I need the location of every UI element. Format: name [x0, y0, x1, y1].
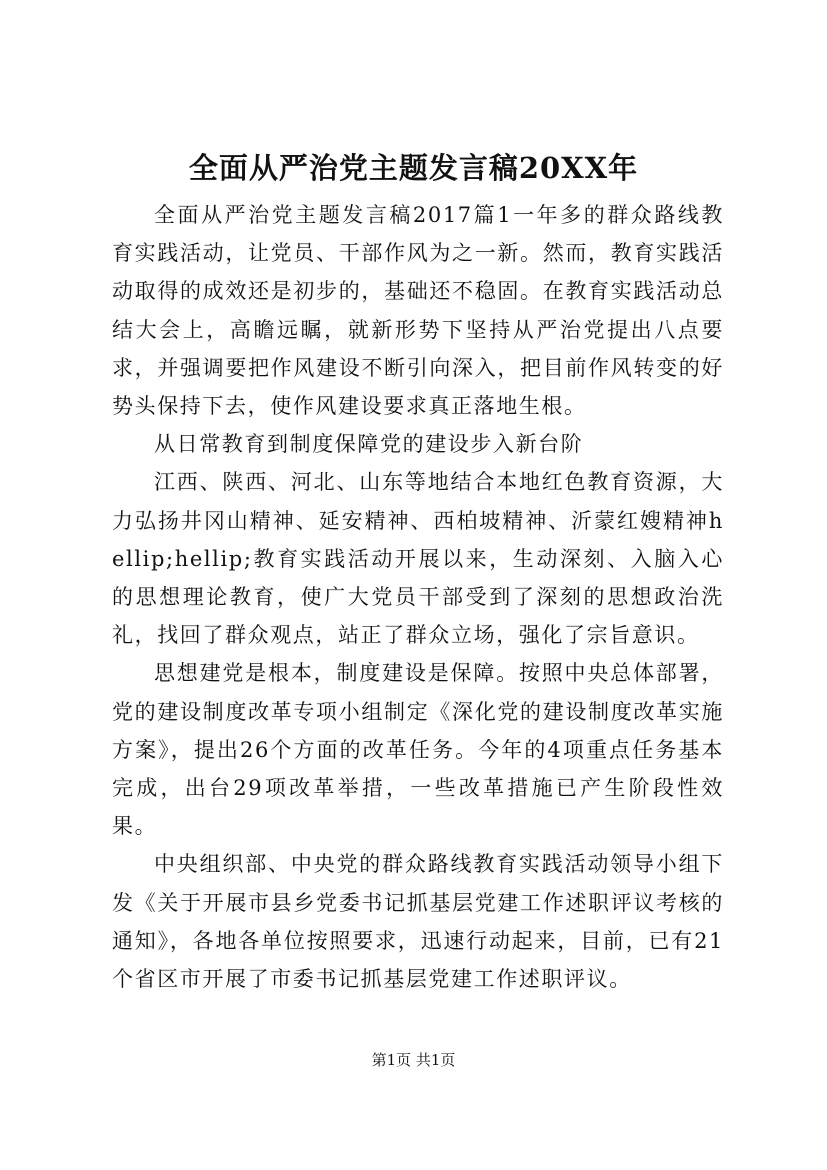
- paragraph-review-notice: 中央组织部、中央党的群众路线教育实践活动领导小组下发《关于开展市县乡党委书记抓基层党建工作述职评议考核的通知》，各地各单位按照要求，迅速行动起来，目前，已有21个省区市开展了市委书记抓基层党建工作述职评议。: [112, 852, 724, 992]
- document-title: 全面从严治党主题发言稿20XX年: [188, 151, 639, 185]
- paragraph-subheading: 从日常教育到制度保障党的建设步入新台阶: [154, 432, 584, 457]
- paragraph-red-education: 江西、陕西、河北、山东等地结合本地红色教育资源，大力弘扬井冈山精神、延安精神、西柏坡精神、沂蒙红嫂精神hellip;hellip;教育实践活动开展以来，生动深刻、入脑入心的思想理论教育，使广大党员干部受到了深刻的思想政治洗礼，找回了群众观点，站正了群众立场，强化了宗旨意识。: [112, 470, 724, 648]
- page-footer: 第1页 共1页: [371, 1051, 456, 1069]
- paragraph-institutional-reform: 思想建党是根本，制度建设是保障。按照中央总体部署，党的建设制度改革专项小组制定《深化党的建设制度改革实施方案》，提出26个方面的改革任务。今年的4项重点任务基本完成，出台29项改革举措，一些改革措施已产生阶段性效果。: [112, 661, 724, 839]
- paragraph-intro: 全面从严治党主题发言稿2017篇1一年多的群众路线教育实践活动，让党员、干部作风为之一新。然而，教育实践活动取得的成效还是初步的，基础还不稳固。在教育实践活动总结大会上，高瞻远瞩，就新形势下坚持从严治党提出八点要求，并强调要把作风建设不断引向深入，把目前作风转变的好势头保持下去，使作风建设要求真正落地生根。: [112, 203, 724, 419]
- document-body: [112, 196, 724, 998]
